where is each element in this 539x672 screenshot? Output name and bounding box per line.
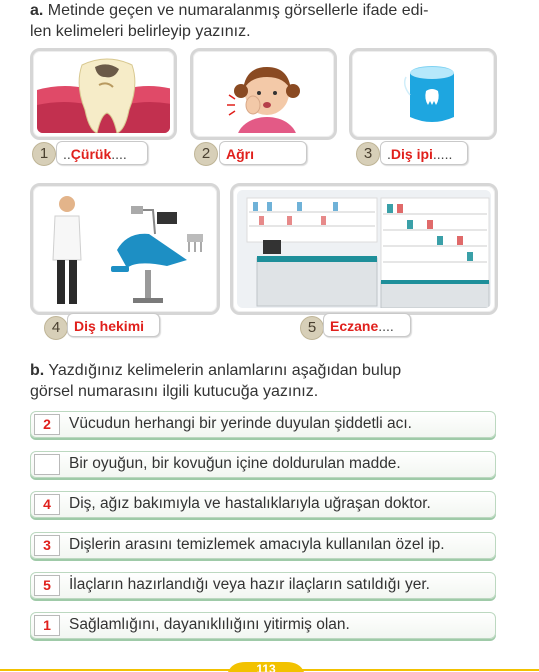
definition-text-4: Dişlerin arasını temizlemek amacıyla kullanılan özel ip. xyxy=(69,536,445,553)
part-a-letter: a. xyxy=(30,2,44,19)
answer-text-5: Eczane xyxy=(330,318,379,334)
answer-box-6[interactable]: 1 xyxy=(34,615,60,636)
image-card-dentist xyxy=(30,183,220,315)
answer-text-2: Ağrı xyxy=(226,146,254,162)
definition-row-3 xyxy=(30,491,496,518)
answer-text-3: Diş ipi xyxy=(390,146,433,162)
answer-text-4: Diş hekimi xyxy=(74,318,145,334)
label-dots: .... xyxy=(111,146,127,162)
part-b-letter: b. xyxy=(30,362,45,379)
image-card-toothache xyxy=(190,48,337,140)
definition-row-5 xyxy=(30,572,496,599)
pharmacy-illustration xyxy=(237,190,491,308)
dental-floss-illustration xyxy=(356,55,490,133)
answer-box-5[interactable]: 5 xyxy=(34,575,60,596)
instruction-b-line1: Yazdığınız kelimelerin anlamlarını aşağıdan bulup xyxy=(48,362,402,379)
answer-label-1 xyxy=(56,141,148,165)
image-number-4: 4 xyxy=(44,316,68,340)
image-card-tooth-decay xyxy=(30,48,177,140)
definition-row-1 xyxy=(30,411,496,438)
definition-text-3: Diş, ağız bakımıyla ve hastalıklarıyla uğraşan doktor. xyxy=(69,495,431,512)
answer-label-4 xyxy=(67,313,160,337)
definition-row-6 xyxy=(30,612,496,639)
page-footer-bar xyxy=(0,660,539,672)
label-dots: ..... xyxy=(432,146,453,162)
dentist-illustration xyxy=(37,190,213,308)
answer-box-1[interactable]: 2 xyxy=(34,414,60,435)
label-dots: . xyxy=(387,146,391,162)
image-card-dental-floss xyxy=(349,48,497,140)
definition-text-5: İlaçların hazırlandığı veya hazır ilaçların satıldığı yer. xyxy=(69,576,430,593)
label-dots: .. xyxy=(63,146,71,162)
definition-text-1: Vücudun herhangi bir yerinde duyulan şiddetli acı. xyxy=(69,415,412,432)
instruction-a xyxy=(30,0,428,21)
answer-box-2[interactable] xyxy=(34,454,60,475)
instruction-a-line1: Metinde geçen ve numaralanmış görsellerle ifade edi- xyxy=(47,2,429,19)
answer-box-3[interactable]: 4 xyxy=(34,494,60,515)
page-number: 113 xyxy=(256,662,276,672)
answer-text-1: Çürük xyxy=(70,146,112,162)
answer-label-3 xyxy=(380,141,468,165)
answer-label-2 xyxy=(219,141,307,165)
answer-box-4[interactable]: 3 xyxy=(34,535,60,556)
definition-row-2 xyxy=(30,451,496,478)
answer-label-5 xyxy=(323,313,411,337)
image-number-3: 3 xyxy=(356,142,380,166)
image-card-pharmacy xyxy=(230,183,498,315)
girl-toothache-illustration xyxy=(197,55,330,133)
image-number-1: 1 xyxy=(32,142,56,166)
instruction-b xyxy=(30,360,401,381)
label-dots: .... xyxy=(378,318,394,334)
image-number-5: 5 xyxy=(300,316,324,340)
image-number-2: 2 xyxy=(194,142,218,166)
definition-text-2: Bir oyuğun, bir kovuğun içine doldurulan madde. xyxy=(69,455,401,472)
instruction-b-line2: görsel numarasını ilgili kutucuğa yazınız. xyxy=(30,383,319,400)
instruction-a-line2: len kelimeleri belirleyip yazınız. xyxy=(30,23,251,40)
definition-text-6: Sağlamlığını, dayanıklılığını yitirmiş olan. xyxy=(69,616,350,633)
definition-row-4 xyxy=(30,532,496,559)
decayed-tooth-illustration xyxy=(37,55,170,133)
